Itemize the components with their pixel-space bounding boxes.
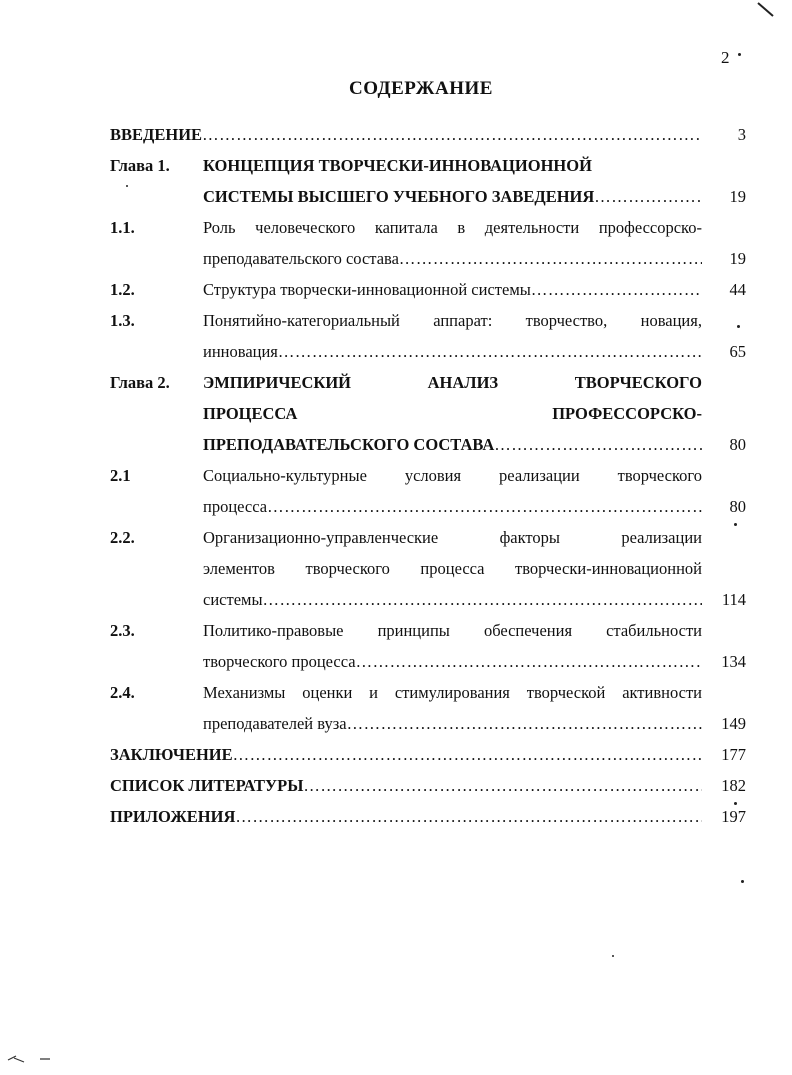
- scan-speck: [741, 880, 744, 883]
- toc-page: 149: [721, 714, 746, 733]
- toc-page: 80: [729, 435, 746, 454]
- scan-edge-mark: [2, 1050, 62, 1070]
- leader-dots: [356, 652, 702, 672]
- section-number: 1.3.: [110, 311, 135, 330]
- toc-page: 197: [721, 807, 746, 826]
- scan-speck: [737, 325, 740, 328]
- toc-entry-ch1-line2[interactable]: [203, 187, 702, 207]
- section-number: 2.4.: [110, 683, 135, 702]
- toc-entry-s22-line2[interactable]: элементов творческого процесса творчески-инновационной: [203, 559, 702, 578]
- toc-entry-s12[interactable]: [203, 280, 702, 300]
- leader-dots: [278, 342, 702, 362]
- toc-entry-references[interactable]: [110, 776, 702, 796]
- leader-dots: [494, 435, 702, 455]
- toc-entry-s23-line2[interactable]: [203, 652, 702, 672]
- toc-entry-s13-line1[interactable]: Понятийно-категориальный аппарат: творчество, новация,: [203, 311, 702, 330]
- leader-dots: [399, 249, 702, 269]
- toc-page: 44: [729, 280, 746, 299]
- toc-page: 134: [721, 652, 746, 671]
- toc-entry-intro[interactable]: [110, 125, 702, 145]
- toc-label: ЗАКЛЮЧЕНИЕ: [110, 745, 233, 764]
- toc-page: 3: [737, 125, 746, 144]
- toc-entry-ch2-line2[interactable]: ПРОЦЕССА ПРОФЕССОРСКО-: [203, 404, 702, 423]
- chapter-number: Глава 2.: [110, 373, 170, 392]
- toc-entry-ch1-line1[interactable]: КОНЦЕПЦИЯ ТВОРЧЕСКИ-ИННОВАЦИОННОЙ: [203, 156, 592, 175]
- toc-page: 19: [729, 187, 746, 206]
- toc-page: 182: [721, 776, 746, 795]
- toc-entry-s21-line2[interactable]: [203, 497, 702, 517]
- toc-entry-s22-line1[interactable]: Организационно-управленческие факторы реализации: [203, 528, 702, 547]
- toc-label: СПИСОК ЛИТЕРАТУРЫ: [110, 776, 304, 795]
- toc-label: ПРЕПОДАВАТЕЛЬСКОГО СОСТАВА: [203, 435, 495, 454]
- toc-page: 114: [721, 590, 746, 609]
- toc-label: ВВЕДЕНИЕ: [110, 125, 203, 144]
- scan-speck: [738, 53, 741, 56]
- toc-entry-s13-line2[interactable]: [203, 342, 702, 362]
- toc-label: преподавательского состава: [203, 249, 399, 268]
- toc-entry-s11-line1[interactable]: Роль человеческого капитала в деятельности профессорско-: [203, 218, 702, 237]
- scan-speck: [612, 955, 614, 957]
- section-number: 2.2.: [110, 528, 135, 547]
- section-number: 1.1.: [110, 218, 135, 237]
- toc-page: 80: [729, 497, 746, 516]
- scan-speck: [734, 523, 737, 526]
- toc-entry-ch2-line1[interactable]: ЭМПИРИЧЕСКИЙ АНАЛИЗ ТВОРЧЕСКОГО: [203, 373, 702, 392]
- leader-dots: [202, 125, 702, 145]
- chapter-number: Глава 1.: [110, 156, 170, 175]
- toc-label: процесса: [203, 497, 268, 516]
- leader-dots: [263, 590, 702, 610]
- page-number: 2: [721, 48, 730, 67]
- leader-dots: [303, 776, 702, 796]
- section-number: 1.2.: [110, 280, 135, 299]
- section-number: 2.3.: [110, 621, 135, 640]
- scan-speck: [126, 185, 128, 187]
- toc-entry-s24-line2[interactable]: [203, 714, 702, 734]
- toc-label: ПРИЛОЖЕНИЯ: [110, 807, 236, 826]
- toc-label: Структура творчески-инновационной системы: [203, 280, 531, 299]
- toc-label: системы: [203, 590, 263, 609]
- toc-page: 65: [729, 342, 746, 361]
- toc-page: 19: [729, 249, 746, 268]
- leader-dots: [531, 280, 702, 300]
- toc-entry-s11-line2[interactable]: [203, 249, 702, 269]
- toc-entry-ch2-line3[interactable]: [203, 435, 702, 455]
- section-number: 2.1: [110, 466, 131, 485]
- scan-corner-mark: [755, 0, 780, 20]
- toc-label: творческого процесса: [203, 652, 356, 671]
- toc-entry-s24-line1[interactable]: Механизмы оценки и стимулирования творческой активности: [203, 683, 702, 702]
- leader-dots: [267, 497, 702, 517]
- scan-speck: [734, 802, 737, 805]
- leader-dots: [235, 807, 702, 827]
- toc-label: СИСТЕМЫ ВЫСШЕГО УЧЕБНОГО ЗАВЕДЕНИЯ: [203, 187, 595, 206]
- toc-entry-appendices[interactable]: [110, 807, 702, 827]
- leader-dots: [347, 714, 702, 734]
- toc-entry-s21-line1[interactable]: Социально-культурные условия реализации творческого: [203, 466, 702, 485]
- leader-dots: [594, 187, 702, 207]
- toc-page: 177: [721, 745, 746, 764]
- page-title: СОДЕРЖАНИЕ: [349, 78, 493, 99]
- toc-entry-s22-line3[interactable]: [203, 590, 702, 610]
- toc-entry-s23-line1[interactable]: Политико-правовые принципы обеспечения стабильности: [203, 621, 702, 640]
- toc-entry-conclusion[interactable]: [110, 745, 702, 765]
- toc-label: преподавателей вуза: [203, 714, 347, 733]
- toc-label: инновация: [203, 342, 278, 361]
- leader-dots: [233, 745, 702, 765]
